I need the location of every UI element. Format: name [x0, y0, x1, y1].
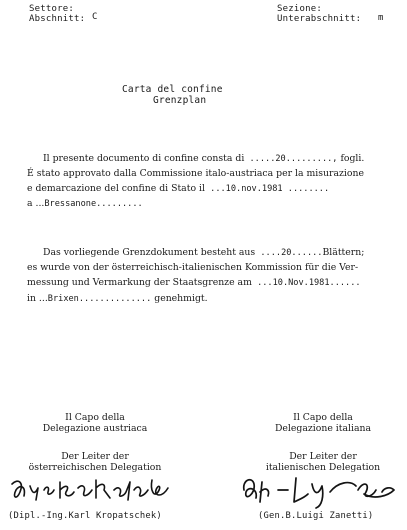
italian-fogli: fogli. [337, 153, 365, 164]
sezione-label: Sezione: [277, 4, 322, 14]
italian-dots: ..... [244, 154, 276, 164]
right-delegazione-line: Delegazione italiana [274, 423, 372, 434]
german-blaettern: Blättern; [322, 247, 365, 258]
italian-sheets-text: Il presente documento di confine consta di [43, 153, 245, 164]
right-capo-line: Il Capo della [293, 412, 353, 423]
italian-demarcation-text: e demarcazione del confine di Stato il [27, 183, 205, 194]
german-place-prefix: in ... [27, 293, 48, 304]
left-leiter-line: Der Leiter der [61, 451, 129, 462]
italian-dots: ... [204, 184, 226, 194]
italian-dots: ........ [282, 184, 330, 194]
italian-sheet-count: 20 [275, 154, 286, 164]
italian-dots: ......... [96, 199, 143, 209]
left-delegazione-line: Delegazione austriaca [42, 423, 148, 434]
german-place: Brixen [47, 294, 79, 304]
italian-line-3 [27, 183, 329, 194]
right-delegation-line: italienischen Delegation [265, 462, 381, 473]
left-signatory-name: (Dipl.-Ing.Karl Kropatschek) [8, 511, 162, 521]
italian-place: Bressanone [44, 199, 97, 209]
title-german: Grenzplan [153, 95, 207, 106]
german-approved: genehmigt. [151, 293, 208, 304]
german-survey-text: messung und Vermarkung der Staatsgrenze am [27, 277, 252, 288]
german-line-3 [27, 277, 361, 288]
title-italian: Carta del confine [122, 84, 223, 95]
right-signatory-name: (Gen.B.Luigi Zanetti) [258, 511, 374, 521]
german-line-2: es wurde von der österreichisch-italienischen Kommission für die Ver- [27, 262, 359, 273]
italian-place-prefix: a ... [27, 198, 45, 209]
german-dots: ... [251, 278, 273, 288]
left-capo-line: Il Capo della [65, 412, 125, 423]
unterabschnitt-value: m [378, 13, 384, 23]
italian-line-4 [27, 198, 143, 209]
abschnitt-value: C [92, 12, 98, 22]
german-dots: .............. [78, 294, 152, 304]
left-delegation-line: österreichischen Delegation [28, 462, 162, 473]
left-signature [8, 474, 178, 510]
german-line-1 [43, 247, 364, 258]
german-sheet-count: 20 [281, 248, 292, 258]
italian-date: 10.nov.1981 [225, 184, 283, 194]
german-dots: ...... [291, 248, 323, 258]
italian-line-1 [43, 153, 364, 164]
italian-dots: ........., [285, 154, 338, 164]
settore-label: Settore: [29, 4, 74, 14]
german-sheets-text: Das vorliegende Grenzdokument besteht aus [43, 247, 256, 258]
german-dots: ...... [329, 278, 361, 288]
unterabschnitt-label: Unterabschnitt: [277, 14, 362, 24]
german-date: 10.Nov.1981 [272, 278, 330, 288]
italian-line-2: É stato approvato dalla Commissione italo-austriaca per la misurazione [27, 168, 364, 179]
right-leiter-line: Der Leiter der [289, 451, 357, 462]
right-signature [238, 472, 403, 512]
abschnitt-label: Abschnitt: [29, 14, 86, 24]
german-line-4 [27, 293, 208, 304]
german-dots: .... [255, 248, 282, 258]
